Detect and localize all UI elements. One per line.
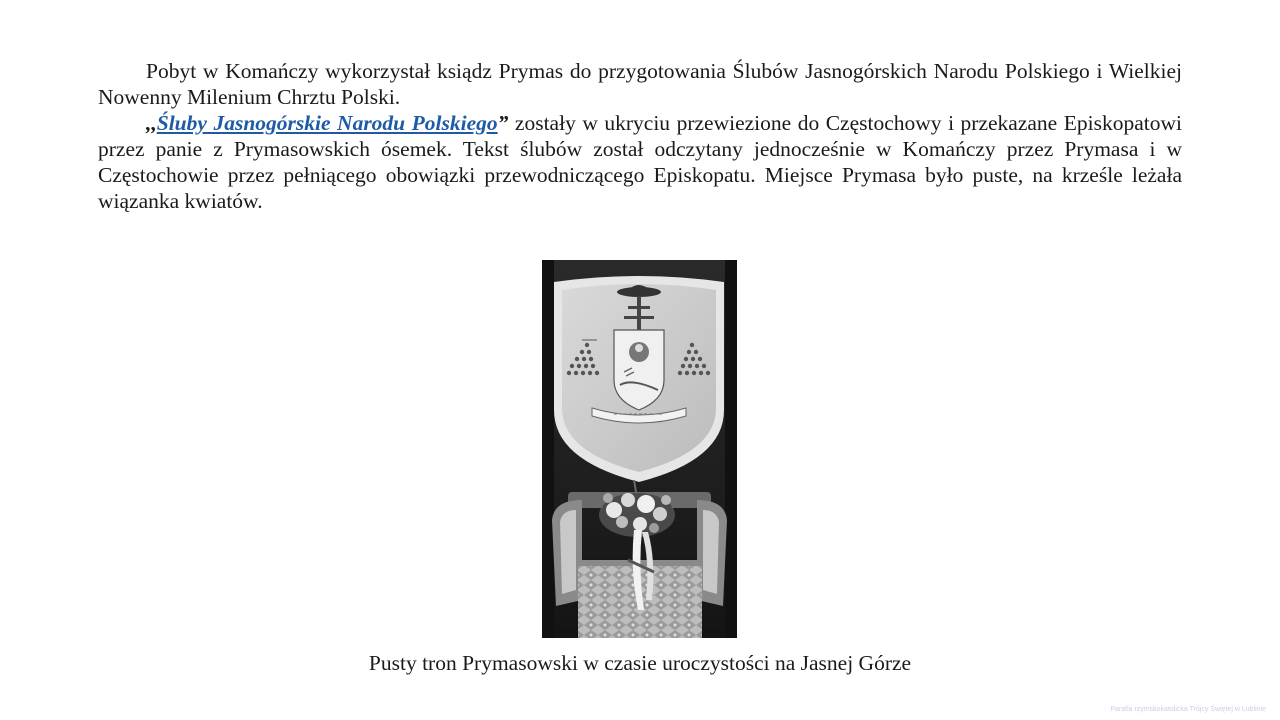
closing-quote: ” [497,111,509,135]
paragraph-1 [98,58,1182,110]
article-text [98,58,1182,214]
empty-throne-photo [542,260,737,638]
paragraph-1-text: Pobyt w Komańczy wykorzystał ksiądz Prymas do przygotowania Ślubów Jasnogórskich Narodu Polskiego i Wielkiej Nowenny Milenium Chrztu Polski. [98,59,1182,109]
sluby-jasnogorskie-link[interactable]: Śluby Jasnogórskie Narodu Polskiego [156,111,498,135]
opening-quote: ,, [146,111,157,135]
paragraph-2 [98,110,1182,214]
footer-parish-credit: Parafia rzymskokatolicka Trójcy Świętej w Lublinie [1110,706,1266,713]
photo-caption: Pusty tron Prymasowski w czasie uroczystości na Jasnej Górze [368,651,912,675]
paragraph-2-text: zostały w ukryciu przewiezione do Częstochowy i przekazane Episkopatowi przez panie z Prymasowskich ósemek. Tekst ślubów został odczytany jednocześnie w Komańczy przez Prymasa i w Częstochowie przez pełniącego obowiązki przewodniczącego Episkopatu. Miejsce Prymasa było puste, na krześle leżała wiązanka kwiatów. [98,111,1182,213]
